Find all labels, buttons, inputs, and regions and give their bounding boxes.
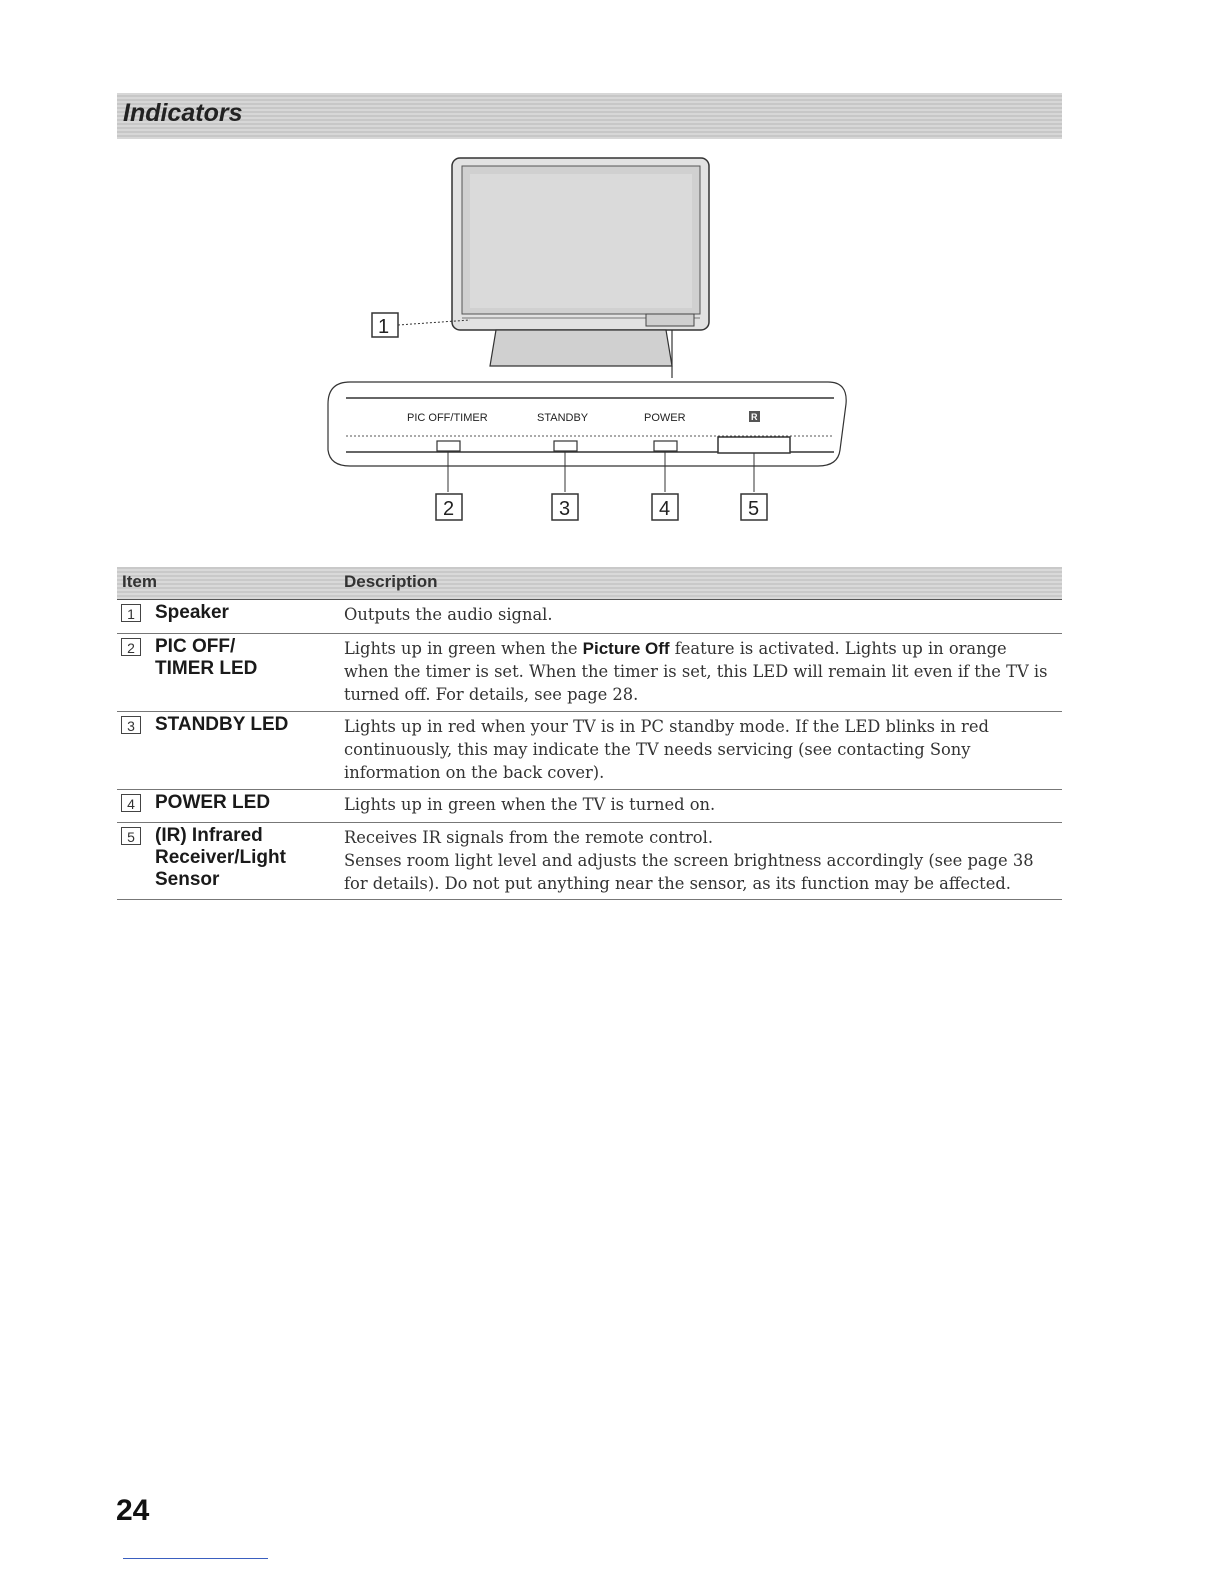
table-row <box>117 600 1062 634</box>
row-description: Lights up in red when your TV is in PC standby mode. If the LED blinks in red continuously, this may indicate the TV needs servicing (see contacting Sony information on the back cover). <box>344 717 989 782</box>
row-number: 5 <box>121 827 141 845</box>
header-item: Item <box>122 572 157 591</box>
table-header <box>117 567 1062 600</box>
row-number: 3 <box>121 716 141 734</box>
header-description: Description <box>344 572 438 591</box>
table-row <box>117 790 1062 823</box>
picture-off-term: Picture Off <box>582 639 670 658</box>
callout-group <box>436 494 767 520</box>
callout-1: 1 <box>378 316 390 338</box>
callout-3: 3 <box>559 498 571 520</box>
front-panel-detail <box>328 382 846 466</box>
panel-label-power: POWER <box>644 412 686 424</box>
ir-sensor-symbol: R <box>751 412 758 422</box>
row-item: PIC OFF/ TIMER LED <box>155 636 258 679</box>
row-number: 1 <box>121 604 141 622</box>
row-description: Lights up in green when the TV is turned on. <box>344 795 716 814</box>
footer-rule <box>123 1558 268 1559</box>
row-number: 4 <box>121 794 141 812</box>
table-row <box>117 712 1062 790</box>
callout-2: 2 <box>443 498 455 520</box>
row-description: Receives IR signals from the remote control. Senses room light level and adjusts the screen brightness accordingly (see page 38 for details). Do not put anything near the sensor, as its function may be affected. <box>344 828 1034 893</box>
row-number: 2 <box>121 638 141 656</box>
callout-4: 4 <box>659 498 671 520</box>
callout-5: 5 <box>748 498 760 520</box>
table-row <box>117 634 1062 712</box>
row-item: (IR) Infrared Receiver/Light Sensor <box>155 825 286 890</box>
row-item: STANDBY LED <box>155 714 289 735</box>
panel-label-pic-off-timer: PIC OFF/TIMER <box>407 412 488 424</box>
tv-diagram <box>0 0 1224 560</box>
tv-illustration <box>452 158 709 366</box>
row-description: Lights up in green when the Picture Off feature is activated. Lights up in orange when the timer is set. When the timer is set, this LED will remain lit even if the TV is turned off. For details, see page 28. <box>344 639 1048 704</box>
table-row <box>117 823 1062 900</box>
row-description: Outputs the audio signal. <box>344 605 553 624</box>
panel-label-standby: STANDBY <box>537 412 589 424</box>
row-item: Speaker <box>155 602 229 623</box>
section-title: Indicators <box>123 99 243 127</box>
row-item: POWER LED <box>155 792 271 813</box>
page-number: 24 <box>116 1494 150 1527</box>
